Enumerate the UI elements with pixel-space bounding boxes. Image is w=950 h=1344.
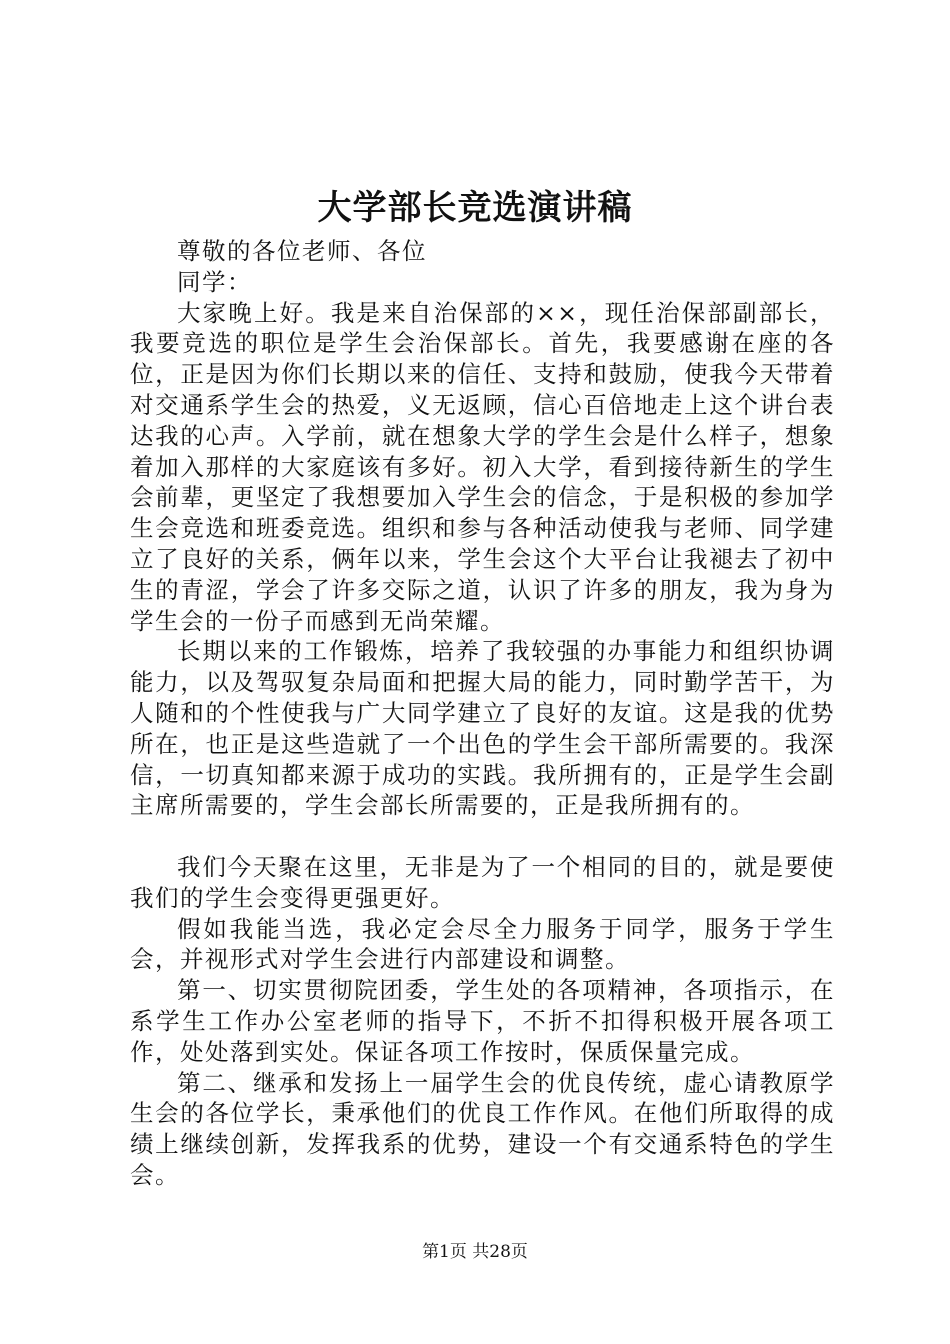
page-footer: 第1页 共28页 (422, 1242, 528, 1262)
paragraph-2: 长期以来的工作锻炼，培养了我较强的办事能力和组织协调能力，以及驾驭复杂局面和把握大局的能力，同时勤学苦干，为人随和的个性使我与广大同学建立了良好的友谊。这是我的优势所在，也正是这些造就了一个出色的学生会干部所需要的。我深信，一切真知都来源于成功的实践。我所拥有的，正是学生会副主席所需要的，学生会部长所需要的，正是我所拥有的。 (130, 637, 835, 820)
document-body (130, 236, 835, 1191)
paragraph-1: 大家晚上好。我是来自治保部的××，现任治保部副部长，我要竞选的职位是学生会治保部长。首先，我要感谢在座的各位，正是因为你们长期以来的信任、支持和鼓励，使我今天带着对交通系学生会的热爱，义无返顾，信心百倍地走上这个讲台表达我的心声。入学前，就在想象大学的学生会是什么样子，想象着加入那样的大家庭该有多好。初入大学，看到接待新生的学生会前辈，更坚定了我想要加入学生会的信念，于是积极的参加学生会竞选和班委竞选。组织和参与各种活动使我与老师、同学建立了良好的关系，俩年以来，学生会这个大平台让我褪去了初中生的青涩，学会了许多交际之道，认识了许多的朋友，我为身为学生会的一份子而感到无尚荣耀。 (130, 298, 835, 635)
salutation-line-2: 同学： (177, 267, 252, 296)
paragraph-3: 我们今天聚在这里，无非是为了一个相同的目的，就是要使我们的学生会变得更强更好。 (130, 852, 835, 912)
document-title: 大学部长竞选演讲稿 (317, 188, 633, 228)
salutation-line-1: 尊敬的各位老师、各位 (177, 237, 427, 265)
paragraph-6: 第二、继承和发扬上一届学生会的优良传统，虚心请教原学生会的各位学长，秉承他们的优良工作作风。在他们所取得的成绩上继续创新，发挥我系的优势，建设一个有交通系特色的学生会。 (130, 1068, 835, 1189)
paragraph-4: 假如我能当选，我必定会尽全力服务于同学，服务于学生会，并视形式对学生会进行内部建设和调整。 (130, 914, 835, 974)
paragraph-gap (130, 821, 835, 852)
paragraph-5: 第一、切实贯彻院团委，学生处的各项精神，各项指示，在系学生工作办公室老师的指导下，不折不扣得积极开展各项工作，处处落到实处。保证各项工作按时，保质保量完成。 (130, 976, 835, 1066)
